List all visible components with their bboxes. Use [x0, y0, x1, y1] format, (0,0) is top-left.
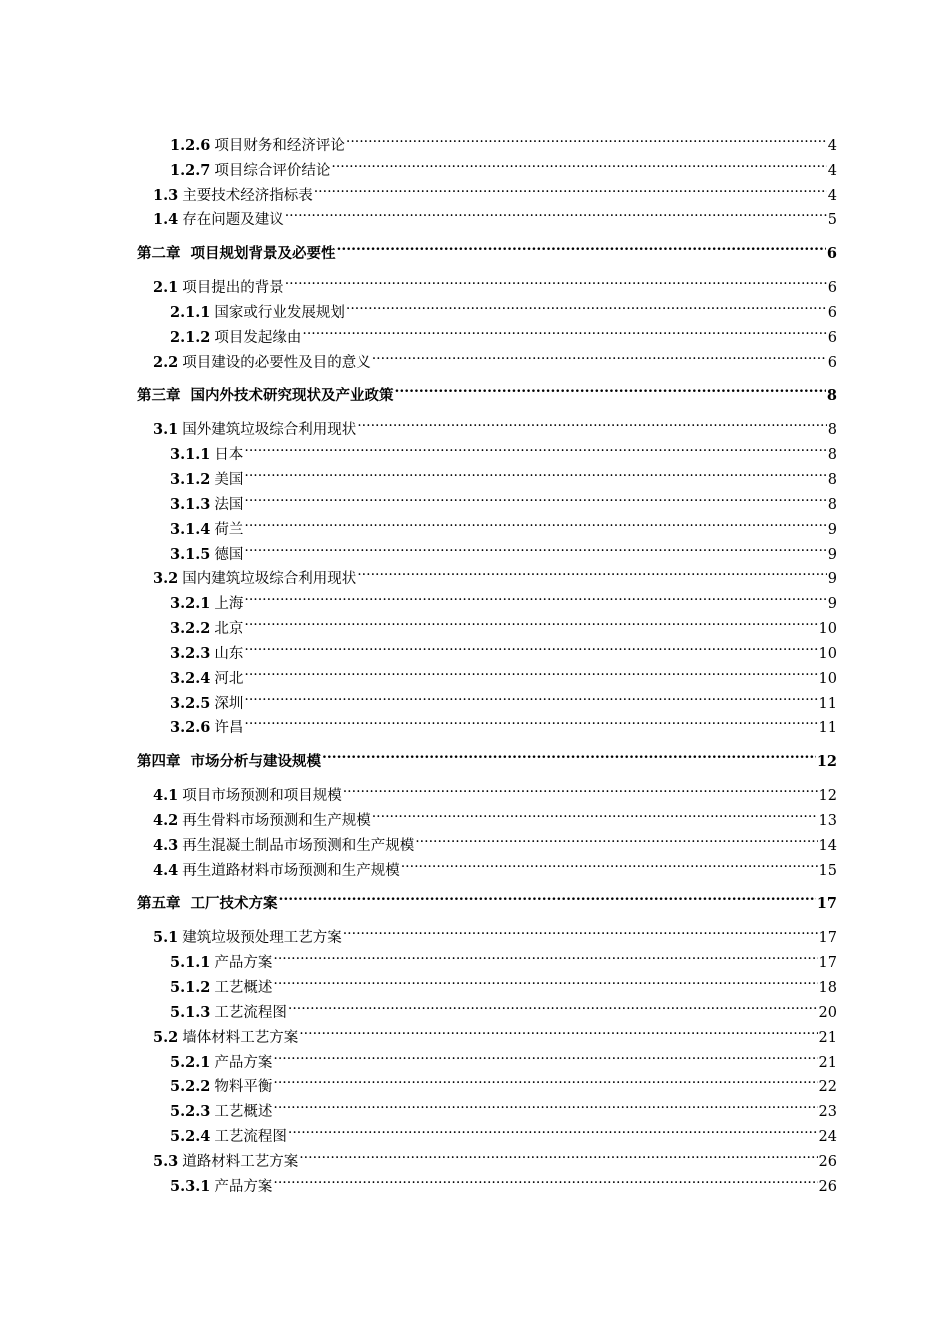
toc-entry-number: 4.1: [153, 787, 179, 805]
toc-entry-number: 3.2.5: [170, 694, 211, 712]
toc-entry-number: 5.3.1: [170, 1177, 211, 1195]
toc-dot-leader: [372, 800, 818, 825]
toc-entry-title: 山东: [214, 645, 244, 662]
toc-entry-page-number: 6: [827, 329, 837, 346]
toc-entry[interactable]: [137, 317, 837, 346]
toc-entry-page-number: 4: [827, 187, 837, 204]
toc-dot-leader: [244, 708, 817, 733]
toc-entry-page-number: 21: [818, 1054, 837, 1071]
toc-entry-number: 3.1.5: [170, 545, 211, 563]
toc-entry-page-number: 9: [827, 596, 837, 613]
toc-dot-leader: [343, 775, 818, 800]
toc-entry-number: 3.2.1: [170, 595, 211, 613]
toc-entry-page-number: 21: [818, 1029, 837, 1046]
toc-dot-leader: [314, 175, 827, 200]
table-of-contents: [137, 125, 837, 1195]
toc-chapter-entry[interactable]: [137, 884, 837, 913]
toc-dot-leader: [285, 267, 827, 292]
toc-entry-title: 上海: [214, 596, 244, 613]
toc-entry-page-number: 6: [826, 245, 837, 263]
toc-dot-leader: [273, 942, 817, 967]
toc-entry-number: 5.3: [153, 1152, 179, 1170]
toc-entry-number: 2.1.1: [170, 303, 211, 321]
toc-dot-leader: [401, 850, 818, 875]
toc-entry[interactable]: [137, 534, 837, 563]
toc-entry-number: 4.2: [153, 811, 179, 829]
toc-entry-title: 墙体材料工艺方案: [182, 1029, 299, 1046]
toc-entry-page-number: 12: [818, 788, 837, 805]
toc-dot-leader: [357, 559, 827, 584]
toc-entry-page-number: 10: [818, 670, 837, 687]
toc-entry[interactable]: [137, 583, 837, 613]
toc-entry-page-number: 11: [818, 695, 837, 712]
toc-dot-leader: [415, 825, 817, 850]
toc-entry-page-number: 5: [827, 212, 837, 229]
toc-entry[interactable]: [137, 800, 837, 829]
toc-dot-leader: [395, 376, 826, 401]
toc-entry-title: 工艺概述: [214, 980, 273, 996]
toc-entry[interactable]: [137, 608, 837, 638]
toc-entry-page-number: 17: [818, 930, 837, 947]
toc-entry-number: 3.2.4: [170, 669, 211, 687]
toc-entry-page-number: 9: [827, 546, 837, 563]
toc-entry[interactable]: [137, 125, 837, 154]
toc-entry-page-number: 13: [818, 812, 837, 829]
toc-entry-title: 国内建筑垃圾综合利用现状: [182, 571, 357, 588]
toc-entry-title: 存在问题及建议: [182, 212, 284, 229]
toc-dot-leader: [302, 317, 826, 342]
toc-entry[interactable]: [137, 917, 837, 947]
toc-dot-leader: [343, 917, 818, 942]
toc-dot-leader: [244, 583, 826, 608]
toc-entry-page-number: 12: [816, 753, 837, 771]
toc-entry[interactable]: [137, 683, 837, 712]
toc-entry-number: 3.1: [153, 421, 179, 439]
toc-entry-page-number: 23: [818, 1104, 837, 1121]
toc-dot-leader: [244, 633, 817, 658]
toc-entry-number: 3.2.3: [170, 644, 211, 662]
toc-entry-title: 日本: [214, 447, 244, 464]
toc-dot-leader: [273, 1091, 817, 1116]
toc-entry-title: 国外建筑垃圾综合利用现状: [182, 422, 357, 439]
toc-entry-title: 德国: [214, 546, 244, 563]
toc-chapter-entry[interactable]: [137, 741, 837, 771]
toc-entry-title: 工厂技术方案: [190, 895, 278, 913]
toc-entry-page-number: 18: [818, 980, 837, 996]
toc-entry-number: 1.3: [153, 186, 179, 204]
toc-entry-page-number: 9: [827, 521, 837, 538]
toc-entry-page-number: 17: [816, 895, 837, 913]
toc-entry-title: 北京: [214, 621, 244, 638]
toc-entry-title: 项目综合评价结论: [214, 162, 331, 179]
toc-entry-number: 5.2.3: [170, 1103, 211, 1121]
toc-entry-number: 5.1: [153, 929, 179, 947]
toc-dot-leader: [346, 125, 827, 150]
toc-dot-leader: [273, 1042, 817, 1067]
toc-entry[interactable]: [137, 1017, 837, 1046]
toc-entry-number: 3.2.6: [170, 719, 211, 737]
toc-entry-title: 市场分析与建设规模: [190, 753, 321, 771]
toc-dot-leader: [285, 200, 827, 225]
toc-entry-page-number: 6: [827, 280, 837, 297]
toc-entry[interactable]: [137, 775, 837, 805]
toc-dot-leader: [288, 992, 818, 1017]
toc-entry-number: 3.1.1: [170, 446, 211, 464]
toc-entry[interactable]: [137, 658, 837, 687]
toc-entry-number: 5.1.1: [170, 954, 211, 972]
toc-entry-title: 产品方案: [214, 1054, 273, 1071]
toc-entry[interactable]: [137, 267, 837, 297]
toc-dot-leader: [244, 534, 826, 559]
toc-entry-title: 建筑垃圾预处理工艺方案: [182, 930, 342, 947]
toc-entry-number: 1.4: [153, 211, 179, 229]
toc-chapter-entry[interactable]: [137, 376, 837, 405]
toc-entry-title: 产品方案: [214, 1178, 273, 1195]
toc-entry-page-number: 4: [827, 162, 837, 179]
toc-entry-title: 国内外技术研究现状及产业政策: [190, 387, 394, 405]
toc-dot-leader: [346, 292, 827, 317]
toc-entry-number: 2.1: [153, 279, 179, 297]
toc-entry-title: 产品方案: [214, 955, 273, 972]
toc-entry-title: 主要技术经济指标表: [182, 187, 313, 204]
toc-entry-title: 许昌: [214, 720, 244, 737]
toc-entry-page-number: 20: [818, 1004, 837, 1021]
toc-entry-number: 第五章: [137, 895, 181, 913]
toc-entry[interactable]: [137, 992, 837, 1021]
toc-entry-page-number: 22: [818, 1079, 837, 1096]
toc-entry-title: 美国: [214, 471, 244, 488]
toc-chapter-entry[interactable]: [137, 233, 837, 263]
toc-entry-number: 4.4: [153, 861, 179, 879]
toc-entry-number: 3.2.2: [170, 620, 211, 638]
toc-dot-leader: [244, 484, 826, 509]
toc-dot-leader: [244, 459, 826, 484]
toc-entry-number: 4.3: [153, 836, 179, 854]
toc-entry-title: 项目提出的背景: [182, 280, 284, 297]
toc-entry-title: 项目规划背景及必要性: [190, 245, 336, 263]
toc-entry-page-number: 10: [818, 621, 837, 638]
toc-entry-page-number: 17: [818, 955, 837, 972]
toc-entry-number: 第四章: [137, 753, 181, 771]
toc-entry[interactable]: [137, 292, 837, 321]
toc-entry-number: 5.1.3: [170, 1003, 211, 1021]
toc-dot-leader: [337, 233, 826, 258]
toc-entry-number: 5.2.1: [170, 1053, 211, 1071]
toc-entry-number: 5.2: [153, 1028, 179, 1046]
toc-entry-page-number: 14: [818, 837, 837, 854]
toc-entry-page-number: 6: [827, 354, 837, 371]
toc-entry-page-number: 9: [827, 571, 837, 588]
toc-dot-leader: [244, 608, 817, 633]
toc-entry-number: 1.2.7: [170, 161, 211, 179]
toc-entry-title: 项目市场预测和项目规模: [182, 788, 342, 805]
toc-dot-leader: [372, 342, 827, 367]
toc-entry-number: 5.1.2: [170, 979, 211, 996]
toc-entry-number: 3.1.4: [170, 520, 211, 538]
toc-entry-page-number: 15: [818, 862, 837, 879]
toc-entry[interactable]: [137, 942, 837, 972]
toc-dot-leader: [244, 509, 826, 534]
toc-dot-leader: [299, 1141, 817, 1166]
toc-dot-leader: [244, 658, 817, 683]
toc-entry-page-number: 8: [827, 422, 837, 439]
toc-entry[interactable]: [137, 633, 837, 662]
toc-entry-title: 再生混凝土制品市场预测和生产规模: [182, 837, 415, 854]
toc-entry-page-number: 4: [827, 137, 837, 154]
toc-entry-title: 深圳: [214, 695, 244, 712]
toc-entry-page-number: 6: [827, 304, 837, 321]
toc-entry-number: 2.1.2: [170, 328, 211, 346]
toc-entry[interactable]: [137, 708, 837, 737]
toc-entry-title: 再生道路材料市场预测和生产规模: [182, 862, 400, 879]
toc-entry[interactable]: [137, 1091, 837, 1121]
toc-entry-number: 5.2.4: [170, 1128, 211, 1146]
toc-dot-leader: [288, 1116, 818, 1141]
toc-entry-number: 5.2.2: [170, 1078, 211, 1096]
toc-entry-number: 2.2: [153, 353, 179, 371]
toc-entry-title: 工艺流程图: [214, 1004, 287, 1021]
toc-entry-title: 再生骨料市场预测和生产规模: [182, 812, 371, 829]
toc-entry-page-number: 10: [818, 645, 837, 662]
toc-entry-page-number: 26: [818, 1153, 837, 1170]
toc-entry[interactable]: [137, 1166, 837, 1195]
toc-entry[interactable]: [137, 459, 837, 488]
toc-entry[interactable]: [137, 342, 837, 371]
toc-entry-title: 河北: [214, 670, 244, 687]
toc-entry-page-number: 8: [827, 496, 837, 513]
toc-entry[interactable]: [137, 409, 837, 439]
toc-dot-leader: [273, 1166, 817, 1191]
toc-dot-leader: [273, 1067, 817, 1092]
toc-entry[interactable]: [137, 967, 837, 996]
toc-entry-title: 项目财务和经济评论: [214, 137, 345, 154]
toc-dot-leader: [322, 741, 816, 766]
toc-entry-title: 道路材料工艺方案: [182, 1153, 299, 1170]
toc-dot-leader: [244, 683, 817, 708]
toc-entry-page-number: 26: [818, 1178, 837, 1195]
toc-entry-number: 第三章: [137, 387, 181, 405]
toc-entry[interactable]: [137, 175, 837, 204]
toc-entry[interactable]: [137, 509, 837, 538]
toc-entry-page-number: 8: [827, 471, 837, 488]
toc-dot-leader: [299, 1017, 817, 1042]
toc-entry-title: 法国: [214, 496, 244, 513]
toc-dot-leader: [273, 967, 817, 992]
toc-entry-title: 国家或行业发展规划: [214, 304, 345, 321]
toc-dot-leader: [331, 150, 826, 175]
toc-entry-number: 3.2: [153, 570, 179, 588]
toc-entry-title: 项目发起缘由: [214, 329, 302, 346]
toc-entry-page-number: 11: [818, 720, 837, 737]
toc-entry[interactable]: [137, 200, 837, 229]
toc-entry-page-number: 8: [826, 387, 837, 405]
toc-entry-number: 3.1.2: [170, 470, 211, 488]
toc-entry[interactable]: [137, 1042, 837, 1071]
toc-entry[interactable]: [137, 850, 837, 879]
toc-entry[interactable]: [137, 1067, 837, 1096]
toc-dot-leader: [244, 434, 826, 459]
toc-entry-page-number: 8: [827, 447, 837, 464]
toc-entry[interactable]: [137, 825, 837, 854]
toc-entry-title: 工艺流程图: [214, 1129, 287, 1146]
toc-entry-title: 物料平衡: [214, 1079, 273, 1096]
toc-entry[interactable]: [137, 559, 837, 588]
toc-dot-leader: [357, 409, 827, 434]
toc-entry[interactable]: [137, 434, 837, 464]
toc-entry-title: 项目建设的必要性及目的意义: [182, 354, 371, 371]
toc-entry[interactable]: [137, 1141, 837, 1170]
toc-entry-page-number: 24: [818, 1129, 837, 1146]
toc-entry[interactable]: [137, 150, 837, 179]
toc-entry-title: 工艺概述: [214, 1104, 273, 1121]
toc-dot-leader: [279, 884, 816, 909]
toc-entry-number: 1.2.6: [170, 136, 211, 154]
toc-entry[interactable]: [137, 484, 837, 513]
toc-entry-number: 第二章: [137, 245, 181, 263]
toc-entry-number: 3.1.3: [170, 495, 211, 513]
toc-entry-title: 荷兰: [214, 521, 244, 538]
toc-entry[interactable]: [137, 1116, 837, 1146]
